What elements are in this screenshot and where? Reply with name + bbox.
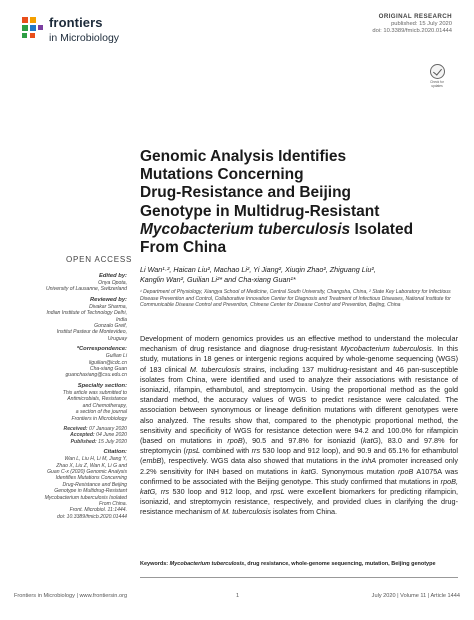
date-label: Received: (63, 425, 88, 432)
sidebar-line: Gonzalo Greif, (94, 323, 127, 330)
article-title (140, 148, 460, 257)
title-species: Mycobacterium tuberculosis (140, 220, 351, 238)
abstract-italic: M. tuberculosis (222, 507, 271, 517)
abstract-text: 530 loop and 912 loop, and (169, 487, 271, 497)
abstract-text: combined with (200, 446, 252, 456)
specialty-heading: Specialty section: (77, 382, 127, 389)
abstract-italic: rrs (251, 446, 261, 456)
footer-journal-link[interactable]: Frontiers in Microbiology | www.frontiersin.org (14, 593, 128, 599)
sidebar-line: Guan C-x (2020) Genomic Analysis (47, 468, 127, 475)
journal-name-line1: frontiers (49, 15, 103, 30)
date-label: Accepted: (70, 432, 95, 439)
abstract-text: were excellent biomarkers for predicting rifampicin, isoniazid, and streptomycin resistance, respectively, and provided clues in clarifying the drug-resistance mechanism of (140, 487, 459, 517)
page-footer (14, 593, 460, 603)
sidebar-line: Institut Pasteur de Montevideo, (56, 329, 127, 336)
sidebar-line: University of Lausanne, Switzerland (46, 286, 127, 293)
open-access-label: OPEN ACCESS (66, 255, 133, 264)
abstract (140, 334, 458, 518)
title-line: Mutations Concerning (140, 166, 304, 184)
date-value: 07 January 2020 (89, 425, 127, 432)
abstract-italic: rpsL (270, 487, 285, 497)
abstract-text: promoter increased only 2.2% sensitivity for INH based on mutations in (140, 456, 458, 476)
title-line: From China (140, 239, 227, 257)
author-line: Kanglin Wan², Guilian Li²* and Cha-xiang Guan¹* (140, 274, 296, 284)
edited-by-heading: Edited by: (98, 273, 127, 279)
article-sidebar (14, 269, 127, 520)
abstract-italic: inhA (361, 456, 377, 466)
published-date: published: 15 July 2020 (391, 21, 452, 27)
sidebar-line: a section of the journal (75, 409, 127, 416)
citation-heading: Citation: (103, 449, 127, 456)
abstract-text: ), 83.0 and 97.8% for streptomycin ( (140, 436, 458, 456)
abstract-text: Development of modern genomics provides us an effective method to understand the molecular mechanism of drug resistance and diagnose drug-resistant (140, 334, 458, 354)
sidebar-line: Identifies Mutations Concerning (55, 475, 127, 482)
sidebar-line: Antimicrobials, Resistance (67, 396, 127, 403)
abstract-italic: rpoB (398, 466, 414, 476)
check-updates-label: Check for updates (430, 80, 444, 88)
page-number: 1 (236, 593, 240, 599)
keyword-italic: Mycobacterium tuberculosis (169, 561, 245, 567)
abstract-italic: rpoB (227, 436, 243, 446)
abstract-text: A1075A was confirmed to be associated with the Beijing genotype. This study confirmed that mutations in (140, 466, 458, 486)
sidebar-line: This article was submitted to (62, 389, 127, 396)
doi-link[interactable]: doi: 10.3389/fmicb.2020.01444 (372, 28, 452, 34)
abstract-text: 530 loop and 912 loop), and 90.9 and 65.1% for ethambutol ( (140, 446, 458, 466)
sidebar-line: Frontiers in Microbiology (71, 415, 127, 422)
abstract-text: isolates from China. (270, 507, 338, 517)
date-label: Published: (70, 438, 97, 445)
sidebar-line: Uruguay (107, 335, 127, 342)
check-updates-icon (430, 64, 445, 79)
title-line (140, 221, 460, 239)
sidebar-line: Mycobacterium tuberculosis Isolated (44, 494, 127, 501)
sidebar-line: Wan L, Liu H, Li M, Jiang Y, (64, 456, 127, 463)
author-list (140, 265, 460, 284)
keywords (140, 561, 460, 568)
sidebar-line: and Chemotherapy, (82, 402, 127, 409)
sidebar-line: Indian Institute of Technology Delhi, (46, 310, 127, 317)
sidebar-line: Divakar Sharma, (89, 303, 127, 310)
sidebar-line: Cha-xiang Guan (89, 366, 127, 373)
title-line: Drug-Resistance and Beijing (140, 184, 352, 202)
abstract-text: . Synonymous mutation (316, 466, 399, 476)
abstract-italic: rpsL (185, 446, 201, 456)
sidebar-line: Onya Opota, (98, 280, 127, 286)
sidebar-line: Drug-Resistance and Beijing (62, 481, 127, 488)
email-link[interactable]: guanchaxiang@csu.edu.cn (65, 372, 127, 379)
abstract-italic: embB (142, 456, 162, 466)
sidebar-line: India (115, 316, 127, 323)
title-line: Genotype in Multidrug-Resistant (140, 202, 380, 220)
footer-divider (140, 577, 458, 578)
title-line: Genomic Analysis Identifies (140, 148, 347, 165)
sidebar-line: Guilian Li (105, 353, 127, 360)
footer-volume-info: July 2020 | Volume 11 | Article 1444 (371, 593, 460, 599)
sidebar-line: Zhao X, Liu Z, Wan K, Li G and (56, 462, 127, 469)
doi-link[interactable]: doi: 10.3389/fmicb.2020.01444 (57, 513, 127, 520)
author-line: Li Wan¹·², Haican Liu², Machao Li², Yi Jiang², Xiuqin Zhao², Zhiguang Liu², (140, 265, 376, 274)
sidebar-line: From China. (98, 500, 127, 507)
abstract-italic: M. tuberculosis (189, 364, 240, 374)
abstract-text: . In this study, mutations in 18 genes or intergenic regions acquired by whole-genome sequencing (WGS) of 183 clinical (140, 344, 458, 374)
article-dates (14, 426, 127, 445)
keywords-rest: , drug resistance, whole-genome sequencing, mutation, Beijing genotype (244, 561, 436, 567)
abstract-text: strains, including 137 multidrug-resistant and 46 pan-susceptible isolates from China, were identified and used to analyze their associations with resistance of isoniazid, rifampin, ethambutol, and streptomycin. Using the proportional method as the gold standard method, the accuracy values of WGS to predict resistance were calculated. The association between synonymous or lineage definition mutations with different genotypes were also analyzed. The results show that, compared to the phenotypic proportional method, the sensitivity and specificity of WGS for resistance detection were 94.2 and 100.0% for rifampicin (based on mutations in (140, 364, 458, 446)
journal-name-line2: in Microbiology (49, 32, 120, 44)
article-meta (372, 13, 452, 34)
date-value: 15 July 2020 (98, 438, 127, 445)
email-link[interactable]: liguilian@icdc.cn (88, 359, 127, 366)
date-value: 04 June 2020 (96, 432, 127, 439)
abstract-italic: katG (363, 436, 379, 446)
abstract-text: ), 90.5 and 97.8% for isoniazid ( (242, 436, 363, 446)
article-type: ORIGINAL RESEARCH (378, 13, 452, 20)
title-line-rest: Isolated (350, 220, 414, 238)
reviewed-by-heading: Reviewed by: (89, 296, 127, 303)
abstract-italic: rpoB, katG, rrs (140, 476, 458, 497)
abstract-text: ), respectively. WGS data also showed that mutations in the (161, 456, 362, 466)
abstract-italic: katG (300, 466, 317, 476)
correspondence-heading: *Correspondence: (76, 346, 127, 353)
check-for-updates-button[interactable] (426, 64, 448, 88)
sidebar-line: Genotype in Multidrug-Resistant (54, 488, 127, 495)
frontiers-logo-icon (22, 17, 44, 39)
keywords-label: Keywords: (140, 561, 169, 567)
affiliations: ¹ Department of Physiology, Xiangya School of Medicine, Central South University, Changsha, China, ² State Key Laboratory for Infectious Disease Prevention and Control, Collaborative Innovation Center for Diagnosis and Treatment of Infectious Diseases, National Institute for Communicable Disease Control and Prevention, Chinese Center for Disease Control and Prevention, Beijing, China (140, 289, 451, 309)
sidebar-line: Front. Microbiol. 11:1444. (69, 507, 127, 514)
abstract-italic: Mycobacterium tuberculosis (340, 344, 432, 354)
journal-logo[interactable] (22, 14, 142, 50)
